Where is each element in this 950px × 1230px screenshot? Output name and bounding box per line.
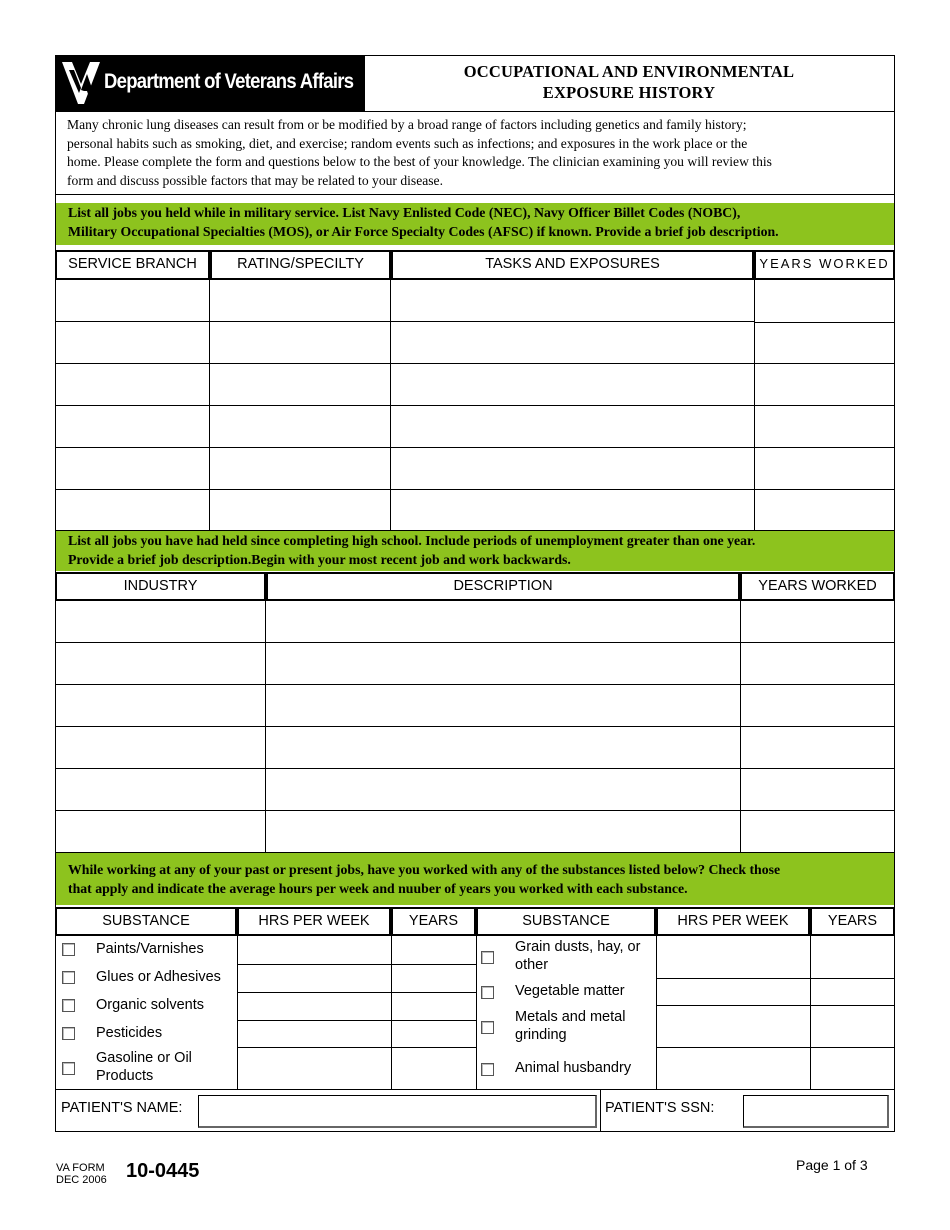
col-hrs-left: HRS PER WEEK	[237, 907, 391, 936]
military-instructions	[56, 203, 894, 245]
intro-line: personal habits such as smoking, diet, and exercise; random events such as infections; and exposures in the work place or the	[67, 135, 748, 151]
military-instruction-line: List all jobs you held while in military service. List Navy Enlisted Code (NEC), Navy Officer Billet Codes (NOBC),	[68, 205, 741, 220]
substances-instruction-line: that apply and indicate the average hours per week and nuuber of years you worked with each substance.	[68, 880, 688, 896]
checkbox-pesticides[interactable]	[62, 1027, 75, 1040]
intro-line: Many chronic lung diseases can result from or be modified by a broad range of factors including genetics and family history;	[67, 117, 747, 132]
checkbox-organic-solvents[interactable]	[62, 999, 75, 1012]
intro-line: form and discuss possible factors that may be related to your disease.	[67, 172, 443, 188]
substance-label: Glues or Adhesives	[96, 969, 221, 985]
checkbox-paints[interactable]	[62, 943, 75, 956]
footer-form-label	[56, 1162, 107, 1186]
substance-label: Vegetable matter	[515, 983, 625, 999]
patient-ssn-input[interactable]	[743, 1095, 889, 1128]
checkbox-metals[interactable]	[481, 1021, 494, 1034]
substances-instruction-line: While working at any of your past or present jobs, have you worked with any of the substances listed below? Check those	[68, 862, 781, 877]
substance-label: Metals and metal grinding	[515, 1009, 626, 1043]
substance-label: Grain dusts, hay, or other	[515, 939, 641, 973]
form-label: VA FORM	[56, 1162, 105, 1174]
col-civilian-years-worked: YEARS WORKED	[740, 572, 895, 601]
va-logo-icon	[60, 60, 102, 106]
col-substance-left: SUBSTANCE	[55, 907, 237, 936]
substance-label: Organic solvents	[96, 997, 204, 1013]
military-instruction-line: Military Occupational Specialties (MOS), or Air Force Specialty Codes (AFSC) if known. Provide a brief job description.	[68, 223, 779, 239]
checkbox-grain-dusts[interactable]	[481, 951, 494, 964]
military-input-cell[interactable]	[56, 281, 209, 321]
col-rating-specialty: RATING/SPECILTY	[210, 250, 391, 280]
form-title	[364, 56, 894, 111]
patient-ssn-label: PATIENT'S SSN:	[605, 1100, 715, 1116]
substance-label: Paints/Varnishes	[96, 941, 204, 957]
intro-line: home. Please complete the form and questions below to the best of your knowledge. The clinician examining you will review this	[67, 154, 772, 169]
col-years-left: YEARS	[391, 907, 476, 936]
form-date: DEC 2006	[56, 1174, 107, 1186]
civilian-instruction-line: Provide a brief job description.Begin with your most recent job and work backwards.	[68, 551, 571, 567]
col-description: DESCRIPTION	[266, 572, 740, 601]
civilian-instructions	[56, 531, 894, 571]
form-number: 10-0445	[126, 1160, 200, 1182]
col-tasks-exposures: TASKS AND EXPOSURES	[391, 250, 754, 280]
department-name: Department of Veterans Affairs	[104, 70, 354, 93]
checkbox-glues[interactable]	[62, 971, 75, 984]
substance-label: Pesticides	[96, 1025, 163, 1041]
substances-instructions	[56, 853, 894, 905]
checkbox-vegetable-matter[interactable]	[481, 986, 494, 999]
col-years-right: YEARS	[810, 907, 895, 936]
title-line-2: EXPOSURE HISTORY	[542, 83, 716, 102]
checkbox-animal-husbandry[interactable]	[481, 1063, 494, 1076]
col-substance-right: SUBSTANCE	[476, 907, 656, 936]
civilian-instruction-line: List all jobs you have had held since completing high school. Include periods of unemployment greater than one year.	[68, 533, 756, 548]
col-hrs-right: HRS PER WEEK	[656, 907, 810, 936]
intro-text	[67, 116, 885, 190]
checkbox-gasoline[interactable]	[62, 1062, 75, 1075]
col-years-worked: YEARS WORKED	[754, 250, 895, 280]
va-logo	[56, 56, 364, 111]
patient-name-input[interactable]	[198, 1095, 597, 1128]
page-number: Page 1 of 3	[796, 1157, 868, 1173]
patient-name-label: PATIENT'S NAME:	[61, 1100, 183, 1116]
col-industry: INDUSTRY	[55, 572, 266, 601]
substance-label: Gasoline or Oil Products	[96, 1050, 192, 1084]
col-service-branch: SERVICE BRANCH	[55, 250, 210, 280]
substance-label: Animal husbandry	[515, 1060, 632, 1076]
title-line-1: OCCUPATIONAL AND ENVIRONMENTAL	[463, 62, 795, 81]
